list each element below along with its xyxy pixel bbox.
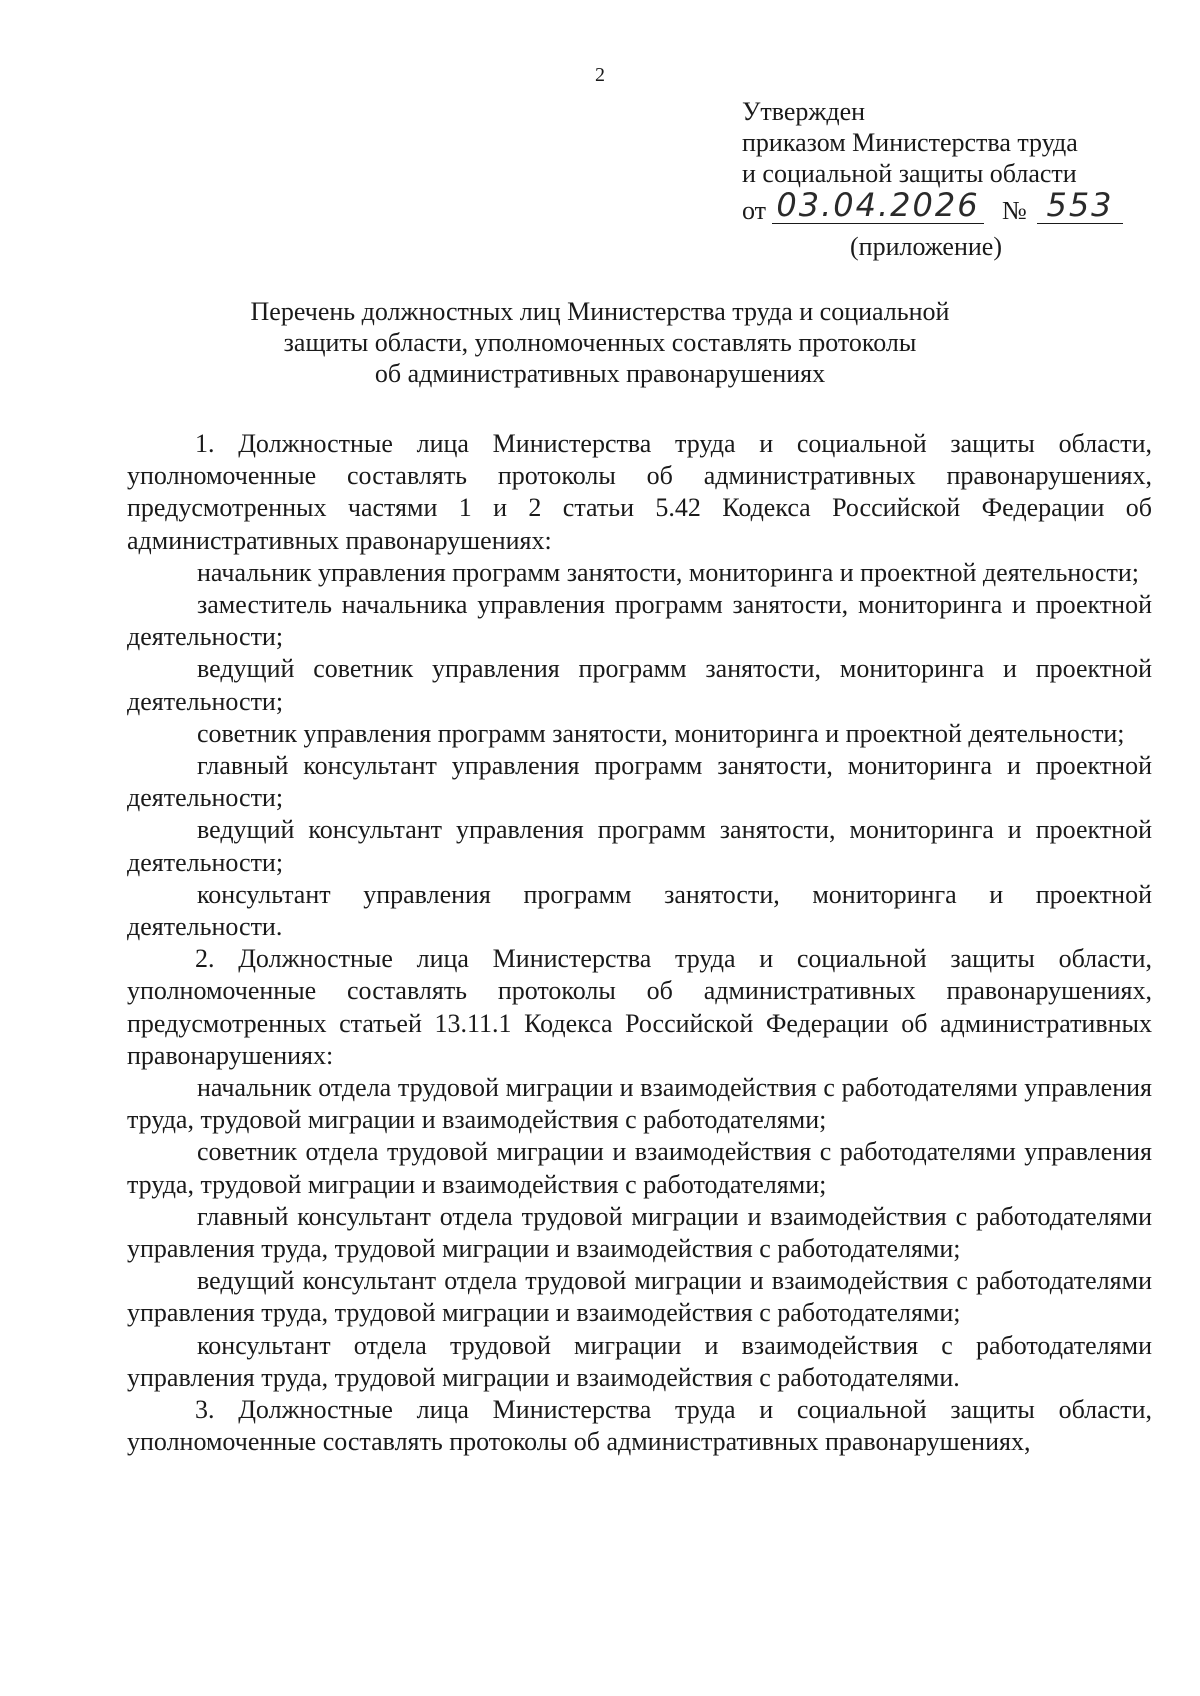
- title-line-1: Перечень должностных лиц Министерства труда и социальной: [250, 297, 950, 326]
- list-item: консультант отдела трудовой миграции и взаимодействия с работодателями управления труда, трудовой миграции и взаимодействия с работодателями.: [127, 1330, 1152, 1392]
- order-date-handwritten: 03.04.2026: [772, 189, 984, 224]
- list-item: ведущий консультант отдела трудовой миграции и взаимодействия с работодателями управления труда, трудовой миграции и взаимодействия с работодателями;: [127, 1266, 1152, 1328]
- list-item: заместитель начальника управления программ занятости, мониторинга и проектной деятельности;: [127, 590, 1152, 652]
- annex-label: (приложение): [850, 232, 1003, 261]
- approval-line-2: приказом Министерства труда: [742, 128, 1078, 157]
- approval-line-3: и социальной защиты области: [742, 159, 1077, 188]
- list-item: советник управления программ занятости, мониторинга и проектной деятельности;: [197, 718, 1125, 748]
- approval-line-1: Утвержден: [742, 97, 866, 126]
- approval-stamp: [742, 96, 1114, 262]
- section-3-heading: 3. Должностные лица Министерства труда и социальной защиты области, уполномоченные составлять протоколы об административных правонарушениях,: [127, 1395, 1152, 1457]
- order-number-handwritten: 553: [1037, 189, 1123, 224]
- title-line-2: защиты области, уполномоченных составлять протоколы: [283, 328, 917, 357]
- list-item: главный консультант управления программ занятости, мониторинга и проектной деятельности;: [127, 751, 1152, 813]
- document-title: [180, 296, 1020, 389]
- order-reference: [742, 186, 1114, 229]
- section-1-heading: 1. Должностные лица Министерства труда и социальной защиты области, уполномоченные составлять протоколы об административных правонарушениях, предусмотренных частями 1 и 2 статьи 5.42 Кодекса Российской Федерации об административных правонарушениях:: [127, 429, 1152, 555]
- list-item: консультант управления программ занятости, мониторинга и проектной деятельности.: [127, 879, 1152, 942]
- list-item: главный консультант отдела трудовой миграции и взаимодействия с работодателями управления труда, трудовой миграции и взаимодействия с работодателями;: [127, 1201, 1152, 1264]
- list-item: ведущий консультант управления программ занятости, мониторинга и проектной деятельности;: [127, 815, 1152, 877]
- page-number: 2: [595, 64, 605, 86]
- order-number-sign: №: [1002, 196, 1027, 225]
- title-line-3: об административных правонарушениях: [374, 359, 826, 388]
- list-item: начальник отдела трудовой миграции и взаимодействия с работодателями управления труда, трудовой миграции и взаимодействия с работодателями;: [127, 1073, 1152, 1135]
- order-date-prefix: от: [742, 196, 767, 225]
- list-item: начальник управления программ занятости, мониторинга и проектной деятельности;: [197, 557, 1139, 587]
- list-item: ведущий советник управления программ занятости, мониторинга и проектной деятельности;: [127, 654, 1152, 716]
- document-body: [127, 428, 1152, 1459]
- list-item: советник отдела трудовой миграции и взаимодействия с работодателями управления труда, трудовой миграции и взаимодействия с работодателями;: [127, 1137, 1152, 1199]
- section-2-heading: 2. Должностные лица Министерства труда и социальной защиты области, уполномоченные составлять протоколы об административных правонарушениях, предусмотренных статьей 13.11.1 Кодекса Российской Федерации об административных правонарушениях:: [127, 944, 1152, 1070]
